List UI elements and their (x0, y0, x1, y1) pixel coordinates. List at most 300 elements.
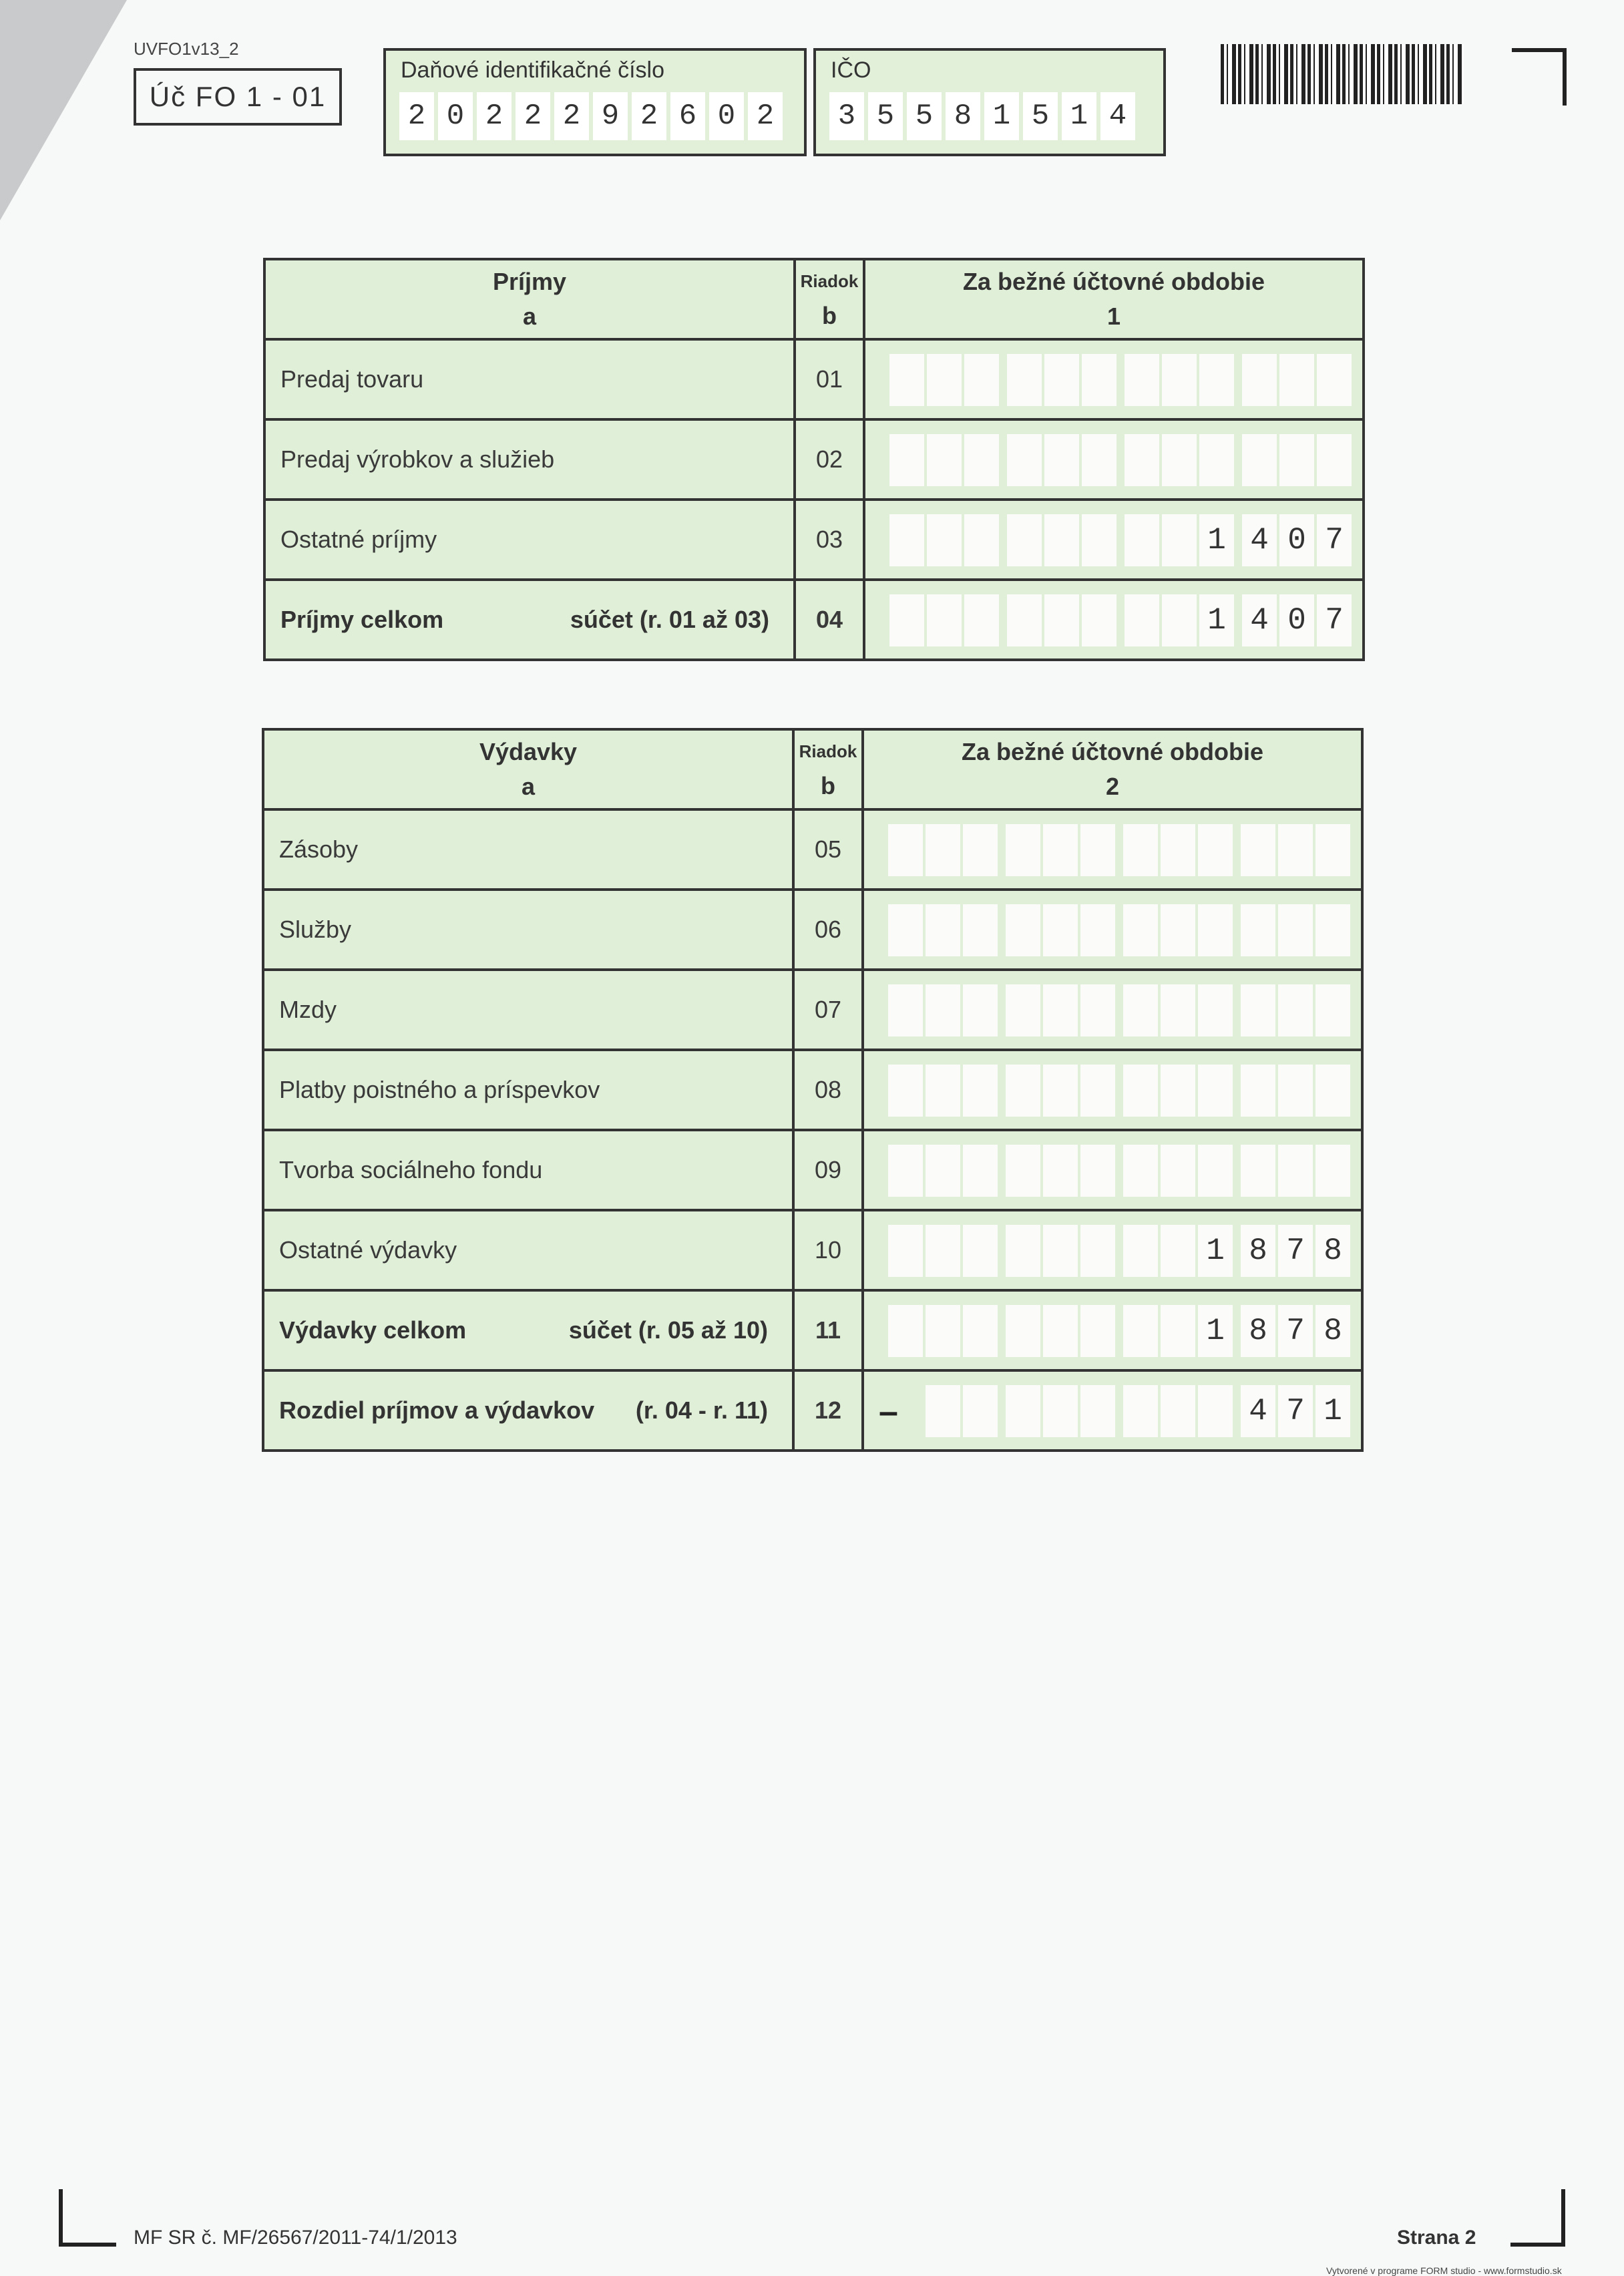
dic-digit[interactable]: 2 (632, 92, 666, 140)
value-digit-cell: 7 (1317, 594, 1352, 646)
dic-box (383, 48, 807, 156)
value-digit-cell (1044, 594, 1079, 646)
income-row-label-cell (264, 339, 795, 419)
value-digit-cell: 1 (1199, 514, 1234, 566)
value-digit-cell (1082, 514, 1116, 566)
digit-group (1123, 1065, 1233, 1117)
income-header-row (264, 259, 1364, 339)
value-digit-cell (888, 904, 923, 956)
value-digit-cell (1315, 984, 1350, 1036)
value-digit-cell (1279, 354, 1314, 406)
digit-group (1123, 904, 1233, 956)
value-digit-cell (1082, 434, 1116, 486)
value-digit-cell (1082, 354, 1116, 406)
income-row (264, 339, 1364, 419)
expense-row-number: 11 (793, 1290, 863, 1370)
value-digit-cell (1161, 1385, 1195, 1437)
income-row-number: 02 (795, 419, 864, 500)
value-digit-cell (1044, 434, 1079, 486)
income-row-label: Predaj výrobkov a služieb (280, 445, 555, 473)
income-row-number: 01 (795, 339, 864, 419)
value-digit-cell (1082, 594, 1116, 646)
value-digit-cell (1080, 1225, 1115, 1277)
digit-group (1006, 824, 1115, 876)
value-digit-cell: 7 (1278, 1385, 1313, 1437)
digit-group (1007, 514, 1116, 566)
expense-row-label-cell (263, 1290, 793, 1370)
value-digit-cell (1125, 514, 1159, 566)
value-digit-cell (1278, 1065, 1313, 1117)
digit-group (888, 1225, 998, 1277)
digit-group (1123, 824, 1233, 876)
value-digit-cell: 8 (1241, 1225, 1275, 1277)
value-digit-cell: 0 (1279, 594, 1314, 646)
digit-group (1006, 1065, 1115, 1117)
value-digit-cell (927, 434, 962, 486)
ico-digit[interactable]: 5 (868, 92, 903, 140)
value-digit-cell (1199, 434, 1234, 486)
expense-value-input[interactable] (880, 904, 1350, 956)
digit-group (1007, 594, 1116, 646)
income-value-input[interactable] (881, 354, 1352, 406)
value-digit-cell (1080, 1305, 1115, 1357)
expense-col-2-header: Za bežné účtovné obdobie 2 (863, 729, 1362, 809)
expense-row-number: 12 (793, 1370, 863, 1451)
digit-group (889, 594, 999, 646)
expense-row (263, 1050, 1362, 1130)
value-digit-cell (1080, 1065, 1115, 1117)
expense-col-b-header: Riadok b (793, 729, 863, 809)
value-digit-cell (1123, 1145, 1158, 1197)
digit-group (889, 354, 999, 406)
digit-group (1123, 1145, 1233, 1197)
digit-group (888, 824, 998, 876)
folded-corner (0, 0, 127, 220)
digit-group (888, 1385, 998, 1437)
income-col-a-header: Príjmy a (264, 259, 795, 339)
digit-group (1241, 904, 1350, 956)
ico-digit[interactable]: 5 (1023, 92, 1058, 140)
digit-group (1007, 434, 1116, 486)
value-digit-cell: 7 (1278, 1305, 1313, 1357)
digit-group (888, 984, 998, 1036)
expense-row-number: 07 (793, 970, 863, 1050)
page-number: Strana 2 (1397, 2227, 1476, 2249)
digit-group (1241, 1305, 1350, 1357)
expense-row (263, 1290, 1362, 1370)
value-digit-cell (1043, 1145, 1078, 1197)
value-digit-cell (1007, 354, 1042, 406)
value-digit-cell (1125, 434, 1159, 486)
value-digit-cell (888, 1065, 923, 1117)
income-row-note: súčet (r. 01 až 03) (570, 606, 769, 633)
value-digit-cell (926, 984, 960, 1036)
digit-group (1242, 434, 1352, 486)
expense-value-input[interactable] (880, 984, 1350, 1036)
expense-row-number: 09 (793, 1130, 863, 1210)
minus-sign: – (879, 1392, 898, 1431)
value-digit-cell (1278, 1145, 1313, 1197)
value-digit-cell (1123, 1065, 1158, 1117)
digit-group (1125, 594, 1234, 646)
income-row-label-cell (264, 419, 795, 500)
value-digit-cell (1162, 594, 1197, 646)
expense-row-label: Ostatné výdavky (279, 1236, 457, 1264)
income-row-label-bold (280, 606, 793, 634)
expense-value-input[interactable] (880, 1225, 1350, 1277)
dic-digit[interactable]: 2 (516, 92, 550, 140)
value-digit-cell (1317, 354, 1352, 406)
digit-group (1123, 1305, 1233, 1357)
value-digit-cell: 8 (1315, 1225, 1350, 1277)
digit-group (1241, 984, 1350, 1036)
income-row (264, 500, 1364, 580)
expense-row-label: Služby (279, 916, 352, 943)
dic-digit[interactable]: 6 (670, 92, 705, 140)
expense-row-label-cell (263, 1210, 793, 1290)
value-digit-cell: 8 (1315, 1305, 1350, 1357)
value-digit-cell (1044, 354, 1079, 406)
value-digit-cell (964, 354, 999, 406)
expense-row-note: súčet (r. 05 až 10) (568, 1316, 768, 1344)
corner-mark-top-right (1512, 48, 1567, 106)
value-digit-cell: 8 (1241, 1305, 1275, 1357)
value-digit-cell: 1 (1198, 1305, 1233, 1357)
expense-row (263, 1210, 1362, 1290)
value-digit-cell (1123, 904, 1158, 956)
ico-digit[interactable]: 4 (1100, 92, 1135, 140)
value-digit-cell (963, 1385, 998, 1437)
value-digit-cell: 1 (1199, 594, 1234, 646)
value-digit-cell (1241, 904, 1275, 956)
value-digit-cell (1007, 514, 1042, 566)
ico-label: IČO (831, 57, 871, 83)
digit-group (1006, 1305, 1115, 1357)
value-digit-cell (1123, 1225, 1158, 1277)
digit-group (1006, 1385, 1115, 1437)
value-digit-cell (963, 1145, 998, 1197)
expense-col-a-header: Výdavky a (263, 729, 793, 809)
value-digit-cell: 7 (1317, 514, 1352, 566)
value-digit-cell (1315, 904, 1350, 956)
value-digit-cell (1199, 354, 1234, 406)
value-digit-cell (1198, 1385, 1233, 1437)
digit-group (889, 434, 999, 486)
value-digit-cell (964, 594, 999, 646)
value-digit-cell (1043, 984, 1078, 1036)
value-digit-cell (1007, 594, 1042, 646)
expense-row-label-cell (263, 890, 793, 970)
income-row (264, 580, 1364, 660)
dic-digit[interactable]: 2 (554, 92, 589, 140)
value-digit-cell (1161, 1145, 1195, 1197)
digit-group (1006, 984, 1115, 1036)
value-digit-cell (1006, 1145, 1040, 1197)
digit-group (1241, 1065, 1350, 1117)
expense-row-label: Tvorba sociálneho fondu (279, 1156, 543, 1183)
value-digit-cell (1006, 824, 1040, 876)
income-row-value-cell (864, 339, 1364, 419)
dic-digit[interactable]: 9 (593, 92, 628, 140)
value-digit-cell (1278, 904, 1313, 956)
expense-row-value-cell (863, 809, 1362, 890)
digit-group (1242, 354, 1352, 406)
value-digit-cell (1043, 1225, 1078, 1277)
income-row-label-cell (264, 500, 795, 580)
expense-row-label-cell (263, 809, 793, 890)
expense-row (263, 1130, 1362, 1210)
value-digit-cell (1317, 434, 1352, 486)
value-digit-cell (1241, 1145, 1275, 1197)
value-digit-cell (1080, 904, 1115, 956)
value-digit-cell (1006, 1225, 1040, 1277)
income-value-input[interactable] (881, 434, 1352, 486)
digit-group (1241, 1385, 1350, 1437)
expense-row-value-cell (863, 1370, 1362, 1451)
value-digit-cell (1198, 1065, 1233, 1117)
value-digit-cell (1080, 1385, 1115, 1437)
form-label-box: Úč FO 1 - 01 (134, 68, 342, 126)
value-digit-cell (888, 1145, 923, 1197)
value-digit-cell: 7 (1278, 1225, 1313, 1277)
ico-digit[interactable]: 5 (907, 92, 942, 140)
digit-group (1125, 514, 1234, 566)
value-digit-cell (926, 1145, 960, 1197)
expense-value-input[interactable] (880, 1145, 1350, 1197)
dic-digit[interactable]: 0 (709, 92, 744, 140)
expense-row (263, 970, 1362, 1050)
ico-digit[interactable]: 8 (946, 92, 980, 140)
form-code: UVFO1v13_2 (134, 39, 239, 59)
expense-value-input[interactable] (880, 1385, 1350, 1437)
value-digit-cell (1161, 824, 1195, 876)
expense-row-label-cell (263, 1370, 793, 1451)
value-digit-cell (1043, 1305, 1078, 1357)
value-digit-cell (1198, 1145, 1233, 1197)
value-digit-cell (1242, 434, 1277, 486)
value-digit-cell (1198, 904, 1233, 956)
value-digit-cell (963, 1225, 998, 1277)
value-digit-cell (963, 984, 998, 1036)
digit-group (1123, 1225, 1233, 1277)
income-row-label: Príjmy celkom (280, 606, 444, 633)
value-digit-cell (1123, 1385, 1158, 1437)
value-digit-cell (1278, 984, 1313, 1036)
value-digit-cell (926, 1225, 960, 1277)
expense-row-value-cell (863, 970, 1362, 1050)
dic-cells (399, 92, 783, 140)
value-digit-cell (1123, 824, 1158, 876)
expense-row-number: 10 (793, 1210, 863, 1290)
income-row-value-cell (864, 500, 1364, 580)
value-digit-cell (889, 434, 924, 486)
digit-group (889, 514, 999, 566)
value-digit-cell (963, 904, 998, 956)
expense-value-input[interactable] (880, 1305, 1350, 1357)
income-row-label: Predaj tovaru (280, 365, 424, 393)
value-digit-cell (1080, 824, 1115, 876)
value-digit-cell (1123, 984, 1158, 1036)
expense-row-value-cell (863, 1290, 1362, 1370)
expense-row-label-cell (263, 1130, 793, 1210)
value-digit-cell (1279, 434, 1314, 486)
value-digit-cell (964, 514, 999, 566)
expense-row-label: Mzdy (279, 996, 337, 1023)
value-digit-cell (963, 1065, 998, 1117)
income-value-input[interactable] (881, 514, 1352, 566)
digit-group (1123, 1385, 1233, 1437)
value-digit-cell (964, 434, 999, 486)
ico-box (813, 48, 1166, 156)
expense-value-input[interactable] (880, 824, 1350, 876)
expense-row-label: Platby poistného a príspevkov (279, 1076, 600, 1103)
digit-group (1123, 984, 1233, 1036)
value-digit-cell (963, 1305, 998, 1357)
digit-group (1006, 1225, 1115, 1277)
value-digit-cell (888, 824, 923, 876)
expense-row-label-bold (279, 1396, 792, 1425)
value-digit-cell (1162, 434, 1197, 486)
digit-group (1125, 354, 1234, 406)
expense-row (263, 890, 1362, 970)
value-digit-cell: 1 (1315, 1385, 1350, 1437)
value-digit-cell (1006, 1065, 1040, 1117)
value-digit-cell (1043, 1065, 1078, 1117)
income-col-b-header: Riadok b (795, 259, 864, 339)
value-digit-cell (1315, 1145, 1350, 1197)
value-digit-cell (926, 824, 960, 876)
value-digit-cell (926, 904, 960, 956)
ico-cells (829, 92, 1135, 140)
value-digit-cell (1006, 984, 1040, 1036)
expense-value-input[interactable] (880, 1065, 1350, 1117)
value-digit-cell (1315, 1065, 1350, 1117)
expense-row (263, 1370, 1362, 1451)
digit-group (888, 1065, 998, 1117)
expense-row-value-cell (863, 1210, 1362, 1290)
value-digit-cell (926, 1305, 960, 1357)
expense-row-label: Výdavky celkom (279, 1316, 467, 1344)
digit-group (1125, 434, 1234, 486)
ico-digit[interactable]: 1 (1062, 92, 1096, 140)
value-digit-cell (1198, 824, 1233, 876)
digit-group (888, 1145, 998, 1197)
income-row-value-cell (864, 419, 1364, 500)
corner-mark-bottom-left (59, 2189, 116, 2247)
income-row (264, 419, 1364, 500)
expense-table (262, 728, 1364, 1452)
value-digit-cell (889, 354, 924, 406)
digit-group (1241, 1145, 1350, 1197)
value-digit-cell (1043, 824, 1078, 876)
value-digit-cell (963, 824, 998, 876)
value-digit-cell (1241, 984, 1275, 1036)
value-digit-cell (1125, 354, 1159, 406)
expense-row-label: Zásoby (279, 835, 359, 863)
ico-digit[interactable]: 3 (829, 92, 864, 140)
value-digit-cell (1162, 514, 1197, 566)
income-row-number: 04 (795, 580, 864, 660)
value-digit-cell: 4 (1242, 514, 1277, 566)
ico-digit[interactable]: 1 (984, 92, 1019, 140)
expense-row-note: (r. 04 - r. 11) (635, 1396, 768, 1424)
value-digit-cell (1242, 354, 1277, 406)
value-digit-cell (1044, 514, 1079, 566)
value-digit-cell (1198, 984, 1233, 1036)
value-digit-cell (1241, 824, 1275, 876)
digit-group (1242, 594, 1352, 646)
ministry-reference: MF SR č. MF/26567/2011-74/1/2013 (134, 2227, 457, 2249)
value-digit-cell (1125, 594, 1159, 646)
value-digit-cell (1315, 824, 1350, 876)
digit-group (1241, 1225, 1350, 1277)
income-row-value-cell (864, 580, 1364, 660)
value-digit-cell (1161, 1305, 1195, 1357)
expense-row-number: 08 (793, 1050, 863, 1130)
value-digit-cell (927, 354, 962, 406)
value-digit-cell: 1 (1198, 1225, 1233, 1277)
digit-group (1241, 824, 1350, 876)
value-digit-cell (1161, 904, 1195, 956)
value-digit-cell (1123, 1305, 1158, 1357)
value-digit-cell (1080, 984, 1115, 1036)
value-digit-cell (1043, 1385, 1078, 1437)
barcode (1221, 44, 1464, 104)
value-digit-cell (1080, 1145, 1115, 1197)
value-digit-cell (889, 594, 924, 646)
expense-row-label: Rozdiel príjmov a výdavkov (279, 1396, 595, 1424)
expense-row-number: 06 (793, 890, 863, 970)
dic-digit[interactable]: 2 (477, 92, 512, 140)
digit-group (1006, 1145, 1115, 1197)
expense-row-label-cell (263, 1050, 793, 1130)
value-digit-cell (1241, 1065, 1275, 1117)
dic-digit[interactable]: 2 (748, 92, 783, 140)
income-row-label-cell (264, 580, 795, 660)
value-digit-cell (1161, 1225, 1195, 1277)
value-digit-cell: 4 (1242, 594, 1277, 646)
value-digit-cell (889, 514, 924, 566)
expense-row (263, 809, 1362, 890)
expense-row-label-bold (279, 1316, 792, 1344)
dic-digit[interactable]: 2 (399, 92, 434, 140)
software-note: Vytvorené v programe FORM studio - www.formstudio.sk (1326, 2265, 1562, 2276)
value-digit-cell (1006, 1385, 1040, 1437)
value-digit-cell (888, 984, 923, 1036)
income-table (263, 258, 1365, 661)
dic-label: Daňové identifikačné číslo (401, 57, 665, 83)
value-digit-cell (1278, 824, 1313, 876)
value-digit-cell (1006, 1305, 1040, 1357)
value-digit-cell (1162, 354, 1197, 406)
value-digit-cell (926, 1065, 960, 1117)
value-digit-cell (888, 1225, 923, 1277)
value-digit-cell (927, 594, 962, 646)
digit-group (1006, 904, 1115, 956)
expense-row-label-cell (263, 970, 793, 1050)
value-digit-cell: 0 (1279, 514, 1314, 566)
expense-header-row (263, 729, 1362, 809)
income-value-input[interactable] (881, 594, 1352, 646)
expense-row-value-cell (863, 1130, 1362, 1210)
value-digit-cell (1007, 434, 1042, 486)
income-col-1-header: Za bežné účtovné obdobie 1 (864, 259, 1364, 339)
dic-digit[interactable]: 0 (438, 92, 473, 140)
value-digit-cell (888, 1305, 923, 1357)
income-row-label: Ostatné príjmy (280, 526, 437, 553)
value-digit-cell (1006, 904, 1040, 956)
value-digit-cell: 4 (1241, 1385, 1275, 1437)
